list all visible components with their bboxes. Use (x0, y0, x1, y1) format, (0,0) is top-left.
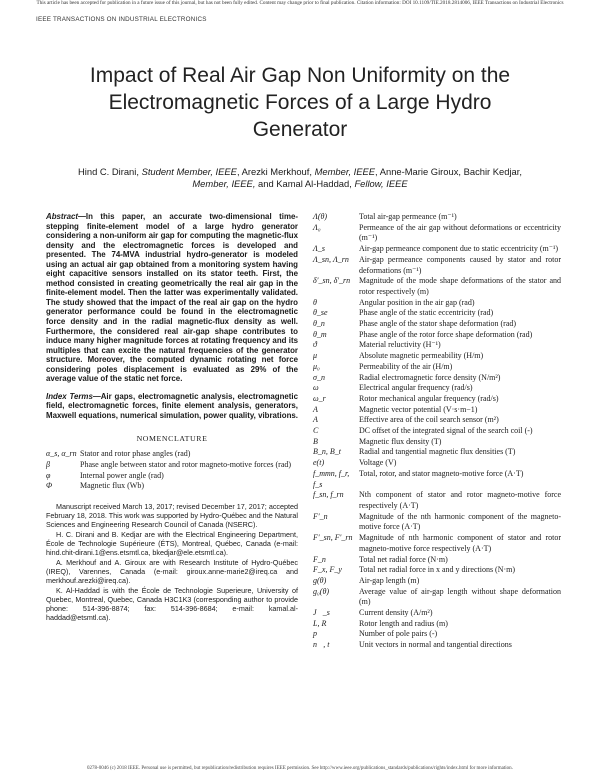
nomenclature-entry (313, 458, 561, 469)
nomenclature-entry (313, 469, 561, 490)
nomenclature-list-left (46, 449, 298, 491)
nomenclature-entry (313, 351, 561, 362)
nomenclature-symbol: p (313, 629, 317, 639)
author-2-role: Member, IEEE (314, 166, 376, 177)
abstract (46, 212, 298, 384)
nomenclature-entry (313, 319, 561, 330)
left-column (46, 212, 298, 623)
nomenclature-description: Rotor length and radius (m) (359, 618, 448, 628)
nomenclature-entry (46, 471, 298, 482)
copyright-footer: 0278-0046 (c) 2018 IEEE. Personal use is permitted, but republication/redistribution requires IEEE permission. See http://www.ieee.org/publications_standards/publications/rights/index.html for more information. (87, 766, 513, 771)
nomenclature-symbol: θ_n (313, 319, 325, 329)
nomenclature-entry (313, 640, 561, 651)
footnote-paragraph: H. C. Dirani and B. Kedjar are with the Electrical Engineering Department, École de Technologie Supérieure (ÉTS), Montreal, Québec, Canada (e-mail: hind.chit-dirani.1@ens.etsmtl.ca, bkedjar@ele.etsmtl.ca). (46, 529, 298, 558)
nomenclature-description: Total, rotor, and stator magneto-motive force (A·T) (359, 468, 524, 478)
nomenclature-entry (313, 555, 561, 566)
nomenclature-entry (313, 447, 561, 458)
nomenclature-entry (313, 383, 561, 394)
nomenclature-entry (313, 415, 561, 426)
nomenclature-description: Total air-gap permeance (m⁻¹) (359, 212, 457, 221)
nomenclature-description: Material reluctivity (H⁻¹) (359, 340, 441, 350)
nomenclature-description: Current density (A/m²) (359, 608, 433, 618)
author-4-role: Fellow, IEEE (354, 178, 408, 189)
nomenclature-entry (313, 394, 561, 405)
nomenclature-entry (313, 629, 561, 640)
nomenclature-description: Absolute magnetic permeability (H/m) (359, 351, 484, 361)
nomenclature-entry (313, 255, 561, 276)
nomenclature-symbol: Λ(θ) (313, 212, 328, 221)
author-4: and Kamal Al-Haddad, (255, 178, 355, 189)
nomenclature-symbol: δ′_sn, δ′_rn (313, 276, 351, 286)
nomenclature-description: Air-gap permeance components caused by stator and rotor deformations (m⁻¹) (359, 254, 561, 275)
nomenclature-list-right (313, 212, 561, 651)
nomenclature-symbol: F′_n (313, 511, 328, 521)
index-terms (46, 392, 298, 421)
nomenclature-description: Internal power angle (rad) (80, 470, 164, 480)
nomenclature-description: Total net radial force in x and y directions (N·m) (359, 565, 516, 575)
nomenclature-entry (313, 608, 561, 619)
nomenclature-entry (313, 373, 561, 384)
nomenclature-symbol: C (313, 426, 319, 436)
nomenclature-symbol: L, R (313, 618, 327, 628)
nomenclature-description: Number of pole pairs (-) (359, 629, 438, 639)
nomenclature-description: Magnitude of nth harmonic component of stator and rotor magneto-motive force respectively (A·T) (359, 533, 561, 553)
nomenclature-symbol: Λ_s (313, 244, 325, 254)
nomenclature-entry (313, 308, 561, 319)
nomenclature-description: Voltage (V) (359, 458, 397, 468)
nomenclature-entry (313, 244, 561, 255)
nomenclature-symbol: ω_r (313, 393, 326, 403)
nomenclature-description: Electrical angular frequency (rad/s) (359, 383, 473, 393)
nomenclature-description: Air-gap length (m) (359, 575, 420, 585)
index-terms-text: —Air gaps, electromagnetic analysis, electromagnetic field, electromagnetic forces, finite element analysis, generators, Maxwell equations, numerical simulation, power quality, vibrations. (46, 391, 298, 420)
nomenclature-entry (313, 362, 561, 373)
nomenclature-symbol: F_x, F_y (313, 565, 342, 575)
footnote-paragraph: A. Merkhouf and A. Giroux are with Research Institute of Hydro-Québec (IREQ), Varennes, Canada (e-mail: giroux.anne-marie2@ireq.ca and merkhouf.arezki@ireq.ca). (46, 557, 298, 586)
nomenclature-entry (313, 619, 561, 630)
nomenclature-symbol: θ_m (313, 329, 327, 339)
nomenclature-symbol: β (46, 460, 50, 470)
nomenclature-description: DC offset of the integrated signal of the search coil (-) (359, 426, 533, 436)
nomenclature-entry (313, 512, 561, 533)
nomenclature-entry (46, 449, 298, 460)
nomenclature-description: Phase angle of the rotor force shape deformation (rad) (359, 329, 533, 339)
nomenclature-entry (313, 276, 561, 297)
nomenclature-entry (313, 576, 561, 587)
nomenclature-description: Magnitude of the nth harmonic component of the magneto-motive force (A·T) (359, 511, 561, 532)
nomenclature-symbol: n⃗, t⃗ (313, 640, 336, 650)
nomenclature-symbol: ϑ (313, 340, 317, 350)
nomenclature-entry (313, 490, 561, 511)
footnote-paragraph: K. Al-Haddad is with the École de Technologie Superieure, University of Quebec, Montreal, Quebec, Canada H3C1K3 (corresponding author to provide phone: 514-396-8874; fax: 514-396-8684; e-mail: kamal.al-haddad@etsmtl.ca). (46, 585, 298, 623)
nomenclature-symbol: B (313, 436, 318, 446)
nomenclature-symbol: σ_n (313, 372, 325, 382)
nomenclature-symbol: Φ (46, 481, 53, 491)
nomenclature-description: Unit vectors in normal and tangential directions (359, 640, 512, 650)
nomenclature-description: Effective area of the coil search sensor (m²) (359, 415, 499, 425)
nomenclature-description: Air-gap permeance component due to static eccentricity (m⁻¹) (359, 244, 559, 254)
nomenclature-heading: NOMENCLATURE (136, 434, 208, 444)
nomenclature-description: Permeability of the air (H/m) (359, 361, 453, 371)
nomenclature-entry (313, 565, 561, 576)
author-1-role: Student Member, IEEE (141, 166, 237, 177)
nomenclature-entry (313, 330, 561, 341)
nomenclature-entry (313, 437, 561, 448)
footnotes (46, 502, 298, 623)
nomenclature-symbol: J⃗_s (313, 608, 330, 618)
nomenclature-description: Angular position in the air gap (rad) (359, 297, 475, 307)
nomenclature-symbol: Λ₀ (313, 222, 321, 232)
nomenclature-description: Phase angle between stator and rotor magneto-motive forces (rad) (80, 460, 292, 470)
nomenclature-symbol: F′_sn, F′_rn (313, 533, 353, 543)
nomenclature-symbol: μ (313, 351, 318, 361)
nomenclature-symbol: θ (313, 297, 317, 307)
nomenclature-description: Magnetic vector potential (V·s·m−1) (359, 404, 478, 414)
nomenclature-entry (313, 298, 561, 309)
nomenclature-symbol: B_n, B_t (313, 447, 341, 457)
abstract-text: —In this paper, an accurate two-dimensional time-stepping finite-element model of a large hydro generator considering a non-uniform air gap for computing the magnetic-flux density and the electromagnetic forces is developed and presented. The 74-MVA industrial hydro-generator is modeled using an actual air gap obtained from a monitoring system having eight capacitive sensors installed on its stator teeth. First, the method consisted in creating geometrically the real air gap in the finite-element model. Then the latter was experimentally validated. The study showed that the impact of the real air gap on the hydro generator performance could be found in the electromagnetic force density and in the radial magnetic-flux density as well. Furthermore, the considered real air-gap shape contributes to induce many higher magnitude forces at rotating frequency and its multiples that can excite the natural frequencies of the generator structure. Moreover, the computed dynamic rotating net force considering poles displacement is evaluated as 29% of the average value of the static net force. (46, 212, 298, 384)
nomenclature-entry (313, 533, 561, 554)
nomenclature-symbol: g₀(θ) (313, 586, 330, 596)
footnote-paragraph: Manuscript received March 13, 2017; revised December 17, 2017; accepted February 18, 2018. This work was supported by Hydro-Québec and the Natural Sciences and Engineering Research Council of Canada (NSERC). (46, 501, 298, 530)
nomenclature-description: Nth component of stator and rotor magneto-motive force respectively (A·T) (359, 490, 561, 510)
nomenclature-description: Average value of air-gap length without shape deformation (m) (359, 586, 561, 607)
abstract-label: Abstract (46, 212, 79, 221)
nomenclature-description: Magnetic flux (Wb) (80, 481, 144, 491)
nomenclature-description: Permeance of the air gap without deformations or eccentricity (m⁻¹) (359, 222, 561, 243)
journal-name: IEEE TRANSACTIONS ON INDUSTRIAL ELECTRONICS (36, 16, 207, 23)
author-3-role: Member, IEEE, (192, 178, 256, 189)
nomenclature-symbol: ω (313, 383, 319, 393)
nomenclature-description: Rotor mechanical angular frequency (rad/s) (359, 393, 499, 403)
nomenclature-symbol: μ₀ (313, 361, 320, 371)
publication-note: This article has been accepted for publication in a future issue of this journal, but has not been fully edited. Content may change prior to final publication. Citation information: DOI 10.1109/TIE.2018.2814006, IEEE Transactions on Industrial Electronics (36, 0, 564, 6)
nomenclature-entry (313, 223, 561, 244)
nomenclature-description: Stator and rotor phase angles (rad) (80, 449, 191, 459)
nomenclature-description: Magnitude of the mode shape deformations of the stator and rotor respectively (m) (359, 276, 561, 296)
author-2: , Arezki Merkhouf, (236, 166, 315, 177)
nomenclature-symbol: α_s, α_rn (46, 449, 77, 459)
nomenclature-entry (313, 212, 561, 223)
nomenclature-entry (46, 481, 298, 492)
nomenclature-description: Phase angle of the static eccentricity (rad) (359, 308, 494, 318)
nomenclature-description: Magnetic flux density (T) (359, 436, 442, 446)
nomenclature-entry (313, 426, 561, 437)
nomenclature-symbol: g(θ) (313, 575, 327, 585)
author-1: Hind C. Dirani, (78, 166, 142, 177)
nomenclature-symbol: A⃗ (313, 404, 325, 414)
author-3: , Anne-Marie Giroux, Bachir Kedjar, (375, 166, 522, 177)
nomenclature-symbol: φ (46, 470, 51, 480)
nomenclature-symbol: f_mmn, f_r, f_s (313, 468, 350, 489)
nomenclature-symbol: f_sn, f_rn (313, 490, 344, 500)
nomenclature-entry (46, 460, 298, 471)
nomenclature-description: Phase angle of the stator shape deformation (rad) (359, 319, 517, 329)
nomenclature-entry (313, 405, 561, 416)
nomenclature-entry (313, 340, 561, 351)
nomenclature-description: Radial electromagnetic force density (N/m²) (359, 372, 501, 382)
nomenclature-symbol: A (313, 415, 318, 425)
nomenclature-symbol: F_n (313, 554, 326, 564)
nomenclature-symbol: θ_se (313, 308, 328, 318)
right-column (313, 212, 561, 651)
index-terms-label: Index Terms (46, 391, 93, 401)
nomenclature-description: Radial and tangential magnetic flux densities (T) (359, 447, 516, 457)
nomenclature-symbol: Λ_sn, Λ_rn (313, 254, 349, 264)
paper-title: Impact of Real Air Gap Non Uniformity on the Electromagnetic Forces of a Large Hydro Generator (89, 64, 511, 141)
nomenclature-symbol: e(t) (313, 458, 325, 468)
nomenclature-description: Total net radial force (N·m) (359, 554, 448, 564)
author-list (70, 166, 530, 190)
nomenclature-entry (313, 587, 561, 608)
